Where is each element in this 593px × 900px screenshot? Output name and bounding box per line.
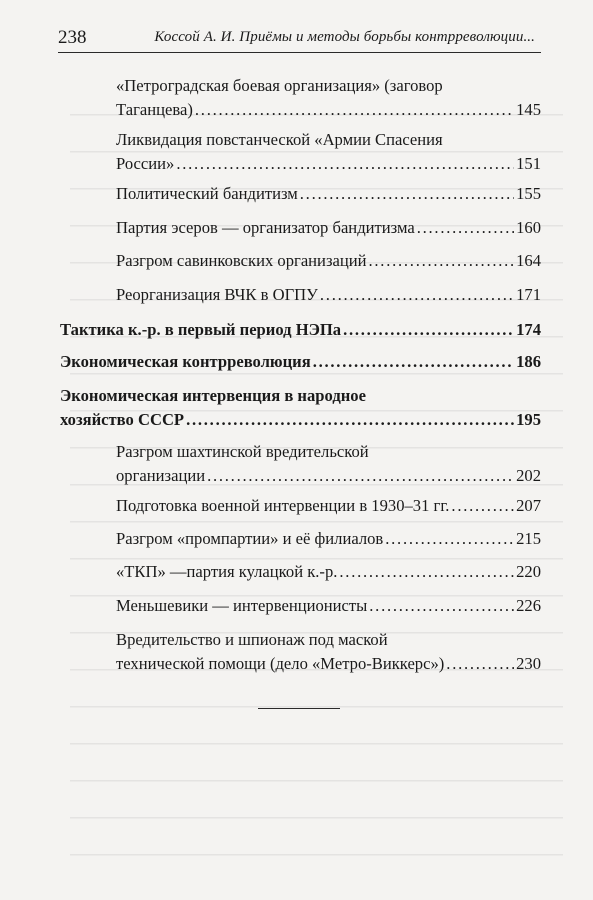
toc-page-number: 155 xyxy=(516,184,541,203)
toc-page-number: 202 xyxy=(516,466,541,485)
toc-entry-title-line: Экономическая интервенция в народное xyxy=(60,386,366,405)
toc-entry xyxy=(116,283,541,307)
toc-entry-title-line: технической помощи (дело «Метро-Виккерс») xyxy=(116,654,445,673)
toc-entry-title-line: организации xyxy=(116,466,206,485)
dot-leader xyxy=(369,249,515,273)
toc-entry xyxy=(116,216,541,240)
toc-entry xyxy=(116,440,541,488)
toc-page-number: 207 xyxy=(516,496,541,515)
toc-entry-title-line: Подготовка военной интервенции в 1930–31 гг. xyxy=(116,496,450,515)
toc-entry xyxy=(60,384,541,432)
page-header xyxy=(58,26,541,53)
dot-leader xyxy=(207,464,514,488)
toc-entry-title-line: России» xyxy=(116,154,175,173)
toc-entry-title-line: Меньшевики — интервенционисты xyxy=(116,596,368,615)
dot-leader xyxy=(343,318,514,342)
toc-entry-title-line: Тактика к.-р. в первый период НЭПа xyxy=(60,320,342,339)
toc-entry xyxy=(116,494,541,518)
toc-entry xyxy=(116,594,541,618)
toc-entry xyxy=(116,128,541,176)
toc-entry xyxy=(116,249,541,273)
dot-leader xyxy=(369,594,514,618)
toc-entry-title-line: «Петроградская боевая организация» (заговор xyxy=(116,76,443,95)
toc-entry-title-line: «ТКП» —партия кулацкой к.-р. xyxy=(116,562,338,581)
toc-entry xyxy=(116,74,541,122)
page-number: 238 xyxy=(58,27,87,48)
toc-entry-title-line: Партия эсеров — организатор бандитизма xyxy=(116,218,415,237)
dot-leader xyxy=(320,283,514,307)
dot-leader xyxy=(339,560,514,584)
toc-entry xyxy=(60,318,541,342)
toc-entry xyxy=(116,182,541,206)
toc-entry-title-line: хозяйство СССР xyxy=(60,410,185,429)
toc-page-number: 151 xyxy=(516,154,541,173)
toc-page-number: 145 xyxy=(516,100,541,119)
toc-entry-title-line: Разгром «промпартии» и её филиалов xyxy=(116,529,384,548)
toc-entry xyxy=(116,527,541,551)
toc-page-number: 160 xyxy=(516,218,541,237)
dot-leader xyxy=(195,98,514,122)
toc-entry-title-line: Вредительство и шпионаж под маской xyxy=(116,630,388,649)
toc-entry-title-line: Разгром шахтинской вредительской xyxy=(116,442,369,461)
dot-leader xyxy=(186,408,514,432)
toc-page-number: 195 xyxy=(516,410,541,429)
toc-entry-title-line: Политический бандитизм xyxy=(116,184,298,203)
toc-page-number: 174 xyxy=(516,320,541,339)
toc-page-number: 220 xyxy=(516,562,541,581)
toc-page-number: 230 xyxy=(516,654,541,673)
dot-leader xyxy=(300,182,514,206)
toc-entry xyxy=(116,628,541,676)
dot-leader xyxy=(451,494,514,518)
toc-page-number: 186 xyxy=(516,352,541,371)
toc-entry-title-line: Таганцева) xyxy=(116,100,193,119)
toc-page-number: 171 xyxy=(516,285,541,304)
dot-leader xyxy=(385,527,514,551)
toc-entry xyxy=(116,560,541,584)
toc-page-number: 226 xyxy=(516,596,541,615)
dot-leader xyxy=(446,652,514,676)
dot-leader xyxy=(313,350,514,374)
toc-entry-title-line: Ликвидация повстанческой «Армии Спасения xyxy=(116,130,443,149)
toc-entry-title-line: Экономическая контрреволюция xyxy=(60,352,311,371)
running-title: Коссой А. И. Приёмы и методы борьбы контрреволюции... xyxy=(154,29,535,45)
toc-entry xyxy=(60,350,541,374)
dot-leader xyxy=(176,152,514,176)
toc-entry-title-line: Разгром савинковских организаций xyxy=(116,251,367,270)
dot-leader xyxy=(417,216,514,240)
toc-entry-title-line: Реорганизация ВЧК в ОГПУ xyxy=(116,285,318,304)
section-divider xyxy=(258,708,340,709)
toc-page-number: 164 xyxy=(516,251,541,270)
toc-page-number: 215 xyxy=(516,529,541,548)
